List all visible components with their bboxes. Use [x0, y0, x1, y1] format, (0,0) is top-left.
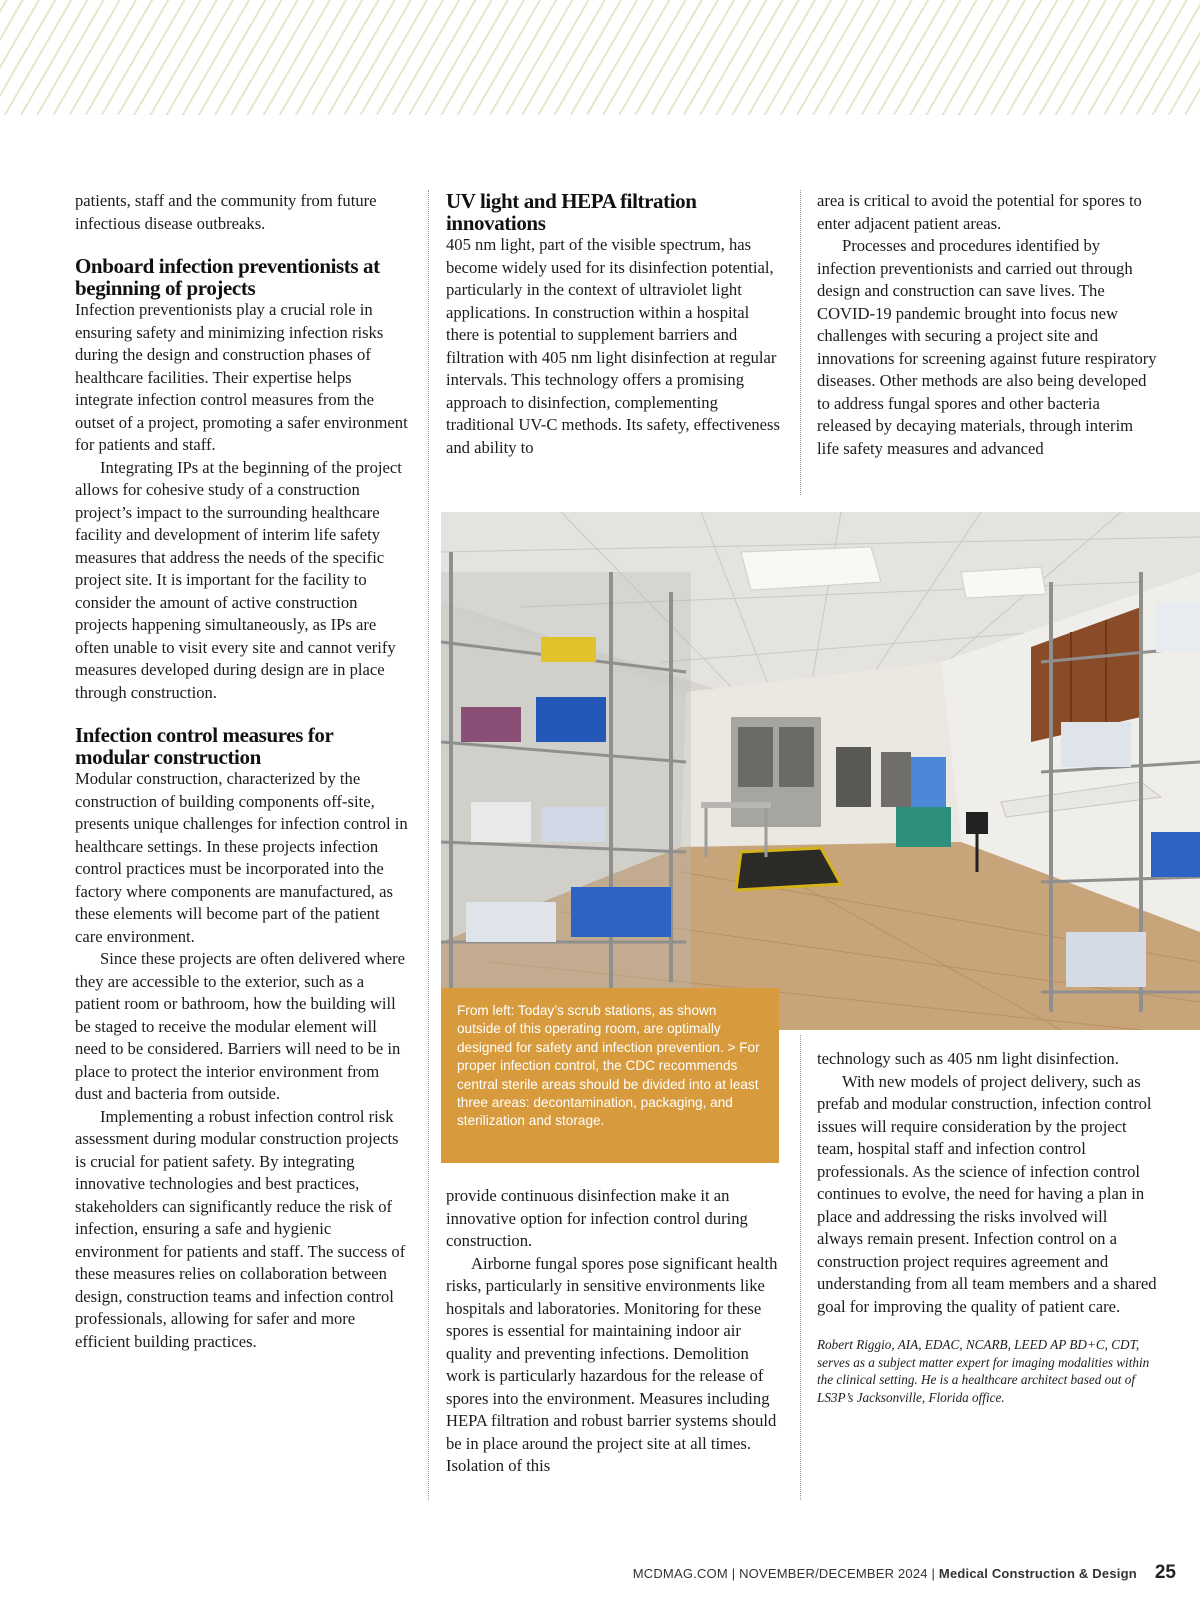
article-column-2-top: [446, 190, 786, 459]
footer-magazine: Medical Construction & Design: [938, 1565, 1137, 1581]
footer-separator: |: [731, 1565, 736, 1581]
photo-caption: From left: Today’s scrub stations, as shown outside of this operating room, are optimally designed for safety and infection prevention. > For proper infection control, the CDC recommends central sterile areas should be divided into at least three areas: decontamination, packaging, and sterilization and storage.: [441, 988, 779, 1163]
article-column-1: [75, 190, 410, 1353]
paragraph: Infection preventionists play a crucial role in ensuring safety and minimizing infection risks during the design and construction phases of healthcare facilities. Their expertise helps integrate infection control measures from the outset of a project, promoting a safer environment for patients and staff.: [75, 300, 408, 454]
paragraph: Airborne fungal spores pose significant health risks, particularly in sensitive environments like hospitals and laboratories. Monitoring for these spores is essential for maintaining indoor air quality and preventing infections. Demolition work is particularly hazardous for the release of spores into the environment. Measures including HEPA filtration and robust barrier systems should be in place around the project site at all times. Isolation of this: [446, 1253, 778, 1475]
page-number: 25: [1154, 1562, 1176, 1583]
article-column-3-bottom: [817, 1048, 1157, 1406]
column-rule: [800, 190, 801, 495]
paragraph: patients, staff and the community from future infectious disease outbreaks.: [75, 191, 377, 233]
column-rule: [428, 190, 429, 1500]
section-heading-modular-construction: Infection control measures for modular construction: [75, 723, 334, 769]
article-column-3-top: [817, 190, 1157, 460]
footer-site: MCDMAG.COM: [632, 1565, 728, 1581]
sterile-processing-room-photo: [441, 512, 1200, 1030]
paragraph: area is critical to avoid the potential for spores to enter adjacent patient areas.: [817, 191, 1142, 233]
paragraph: provide continuous disinfection make it an innovative option for infection control during construction.: [446, 1186, 748, 1250]
paragraph: Integrating IPs at the beginning of the project allows for cohesive study of a construction project’s impact to the surrounding healthcare facility and development of interim life safety measures that address the needs of the specific project site. It is important for the facility to consider the amount of active construction projects happening simultaneously, as IPs are often unable to visit every site and cannot verify measures developed during design are in place through construction.: [75, 457, 402, 702]
paragraph: With new models of project delivery, such as prefab and modular construction, infection control issues will require consideration by the project team, hospital staff and infection control professionals. As the science of infection control continues to evolve, the need for having a plan in place and addressing the risks involved will always remain present. Infection control on a construction project requires agreement and understanding from all team members and a shared goal for improving the quality of patient care.: [817, 1071, 1157, 1316]
paragraph: 405 nm light, part of the visible spectrum, has become widely used for its disinfection potential, particularly in the context of ultraviolet light applications. In construction within a hospital there is potential to supplement barriers and filtration with 405 nm light disinfection at regular intervals. This technology offers a promising approach to disinfection, complementing traditional UV-C methods. Its safety, effectiveness and ability to: [446, 235, 780, 457]
section-heading-uv-hepa: UV light and HEPA filtration innovations: [446, 189, 697, 235]
byline-text: Robert Riggio, AIA, EDAC, NCARB, LEED AP BD+C, CDT, serves as a subject matter expert for imaging modalities within the clinical setting. He is a healthcare architect based out of LS3P’s Jacksonville, Florida office.: [817, 1337, 1150, 1405]
paragraph: technology such as 405 nm light disinfection.: [817, 1049, 1119, 1068]
paragraph: Modular construction, characterized by the construction of building components off-site, presents unique challenges for infection control in healthcare settings. In these projects infection control practices must be incorporated into the factory where components are manufactured, as these elements will become part of the patient care environment.: [75, 769, 408, 946]
paragraph: Implementing a robust infection control risk assessment during modular construction projects is crucial for patient safety. By integrating innovative technologies and best practices, stakeholders can significantly reduce the risk of infection, ensuring a safe and hygienic environment for patients and staff. The success of these measures relies on collaboration between design, construction teams and infection control professionals, allowing for safer and more efficient building practices.: [75, 1106, 406, 1351]
footer-text: [633, 1566, 1137, 1581]
footer-issue: NOVEMBER/DECEMBER 2024: [739, 1565, 928, 1581]
footer-separator: |: [931, 1565, 936, 1581]
author-byline: [817, 1336, 1157, 1406]
section-heading-onboard-ips: Onboard infection preventionists at beginning of projects: [75, 254, 380, 300]
paragraph: Processes and procedures identified by infection preventionists and carried out through design and construction can save lives. The COVID-19 pandemic brought into focus new challenges with securing a project site and innovations for screening against future respiratory diseases. Other methods are also being developed to address fungal spores and other bacteria released by decaying materials, through interim life safety measures and advanced: [817, 236, 1157, 458]
column-rule: [800, 1035, 801, 1500]
paragraph: Since these projects are often delivered where they are accessible to the exterior, such as a patient room or bathroom, how the building will be staged to receive the modular element will need to be considered. Barriers will need to be in place to protect the interior environment from dust and bacteria from outside.: [75, 949, 405, 1103]
page-footer: [633, 1561, 1176, 1585]
decorative-hatch-band: [0, 0, 1200, 115]
article-column-2-bottom: [446, 1185, 786, 1478]
